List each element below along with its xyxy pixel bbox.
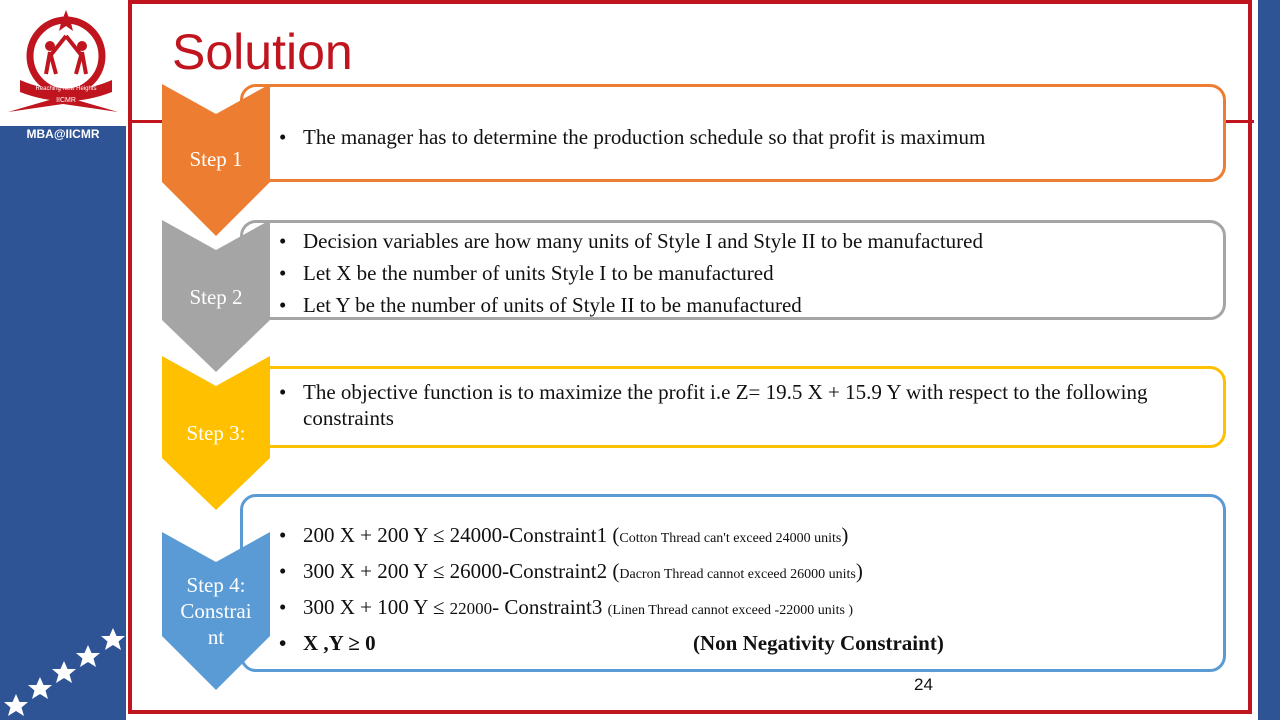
step-3-label: Step 3: (186, 421, 246, 445)
page-title: Solution (172, 24, 353, 80)
step-4-label: Step 4: Constrai nt (180, 573, 252, 649)
right-sidebar (1258, 0, 1280, 720)
step-1-bullet: • The manager has to determine the production schedule so that profit is maximum (303, 121, 1203, 153)
constraint-2: • 300 X + 200 Y ≤ 26000-Constraint2 (Dacron Thread cannot exceed 26000 units) (303, 555, 1203, 591)
step-1-box (240, 84, 1226, 182)
step-2-bullet: • Decision variables are how many units of Style I and Style II to be manufactured (303, 225, 1203, 257)
non-negativity-constraint: • X ,Y ≥ 0 (Non Negativity Constraint) (303, 627, 1203, 659)
logo (0, 0, 126, 126)
constraint-1: • 200 X + 200 Y ≤ 24000-Constraint1 (Cotton Thread can't exceed 24000 units) (303, 519, 1203, 555)
step-4-box (240, 494, 1226, 672)
svg-text:Reaching New Heights: Reaching New Heights (35, 86, 97, 92)
logo-emblem-icon (0, 0, 126, 126)
step-3-box (240, 366, 1226, 448)
stars-decoration-icon (0, 620, 130, 720)
constraint-3: • 300 X + 100 Y ≤ 22000- Constraint3 (Linen Thread cannot exceed -22000 units ) (303, 591, 1203, 627)
step-2-bullet: • Let X be the number of units Style I to be manufactured (303, 257, 1203, 289)
step-2-label: Step 2 (189, 285, 243, 309)
page-number: 24 (914, 675, 933, 694)
step-3-bullet: • The objective function is to maximize the profit i.e Z= 19.5 X + 15.9 Y with respect to the following constraints (303, 379, 1203, 431)
svg-text:IICMR: IICMR (56, 97, 76, 104)
step-2-box (240, 220, 1226, 320)
right-stripe (1254, 0, 1258, 720)
step-1-label: Step 1 (189, 147, 243, 171)
sidebar-label: MBA@IICMR (26, 127, 100, 141)
step-2-bullet: • Let Y be the number of units of Style II to be manufactured (303, 289, 1203, 321)
